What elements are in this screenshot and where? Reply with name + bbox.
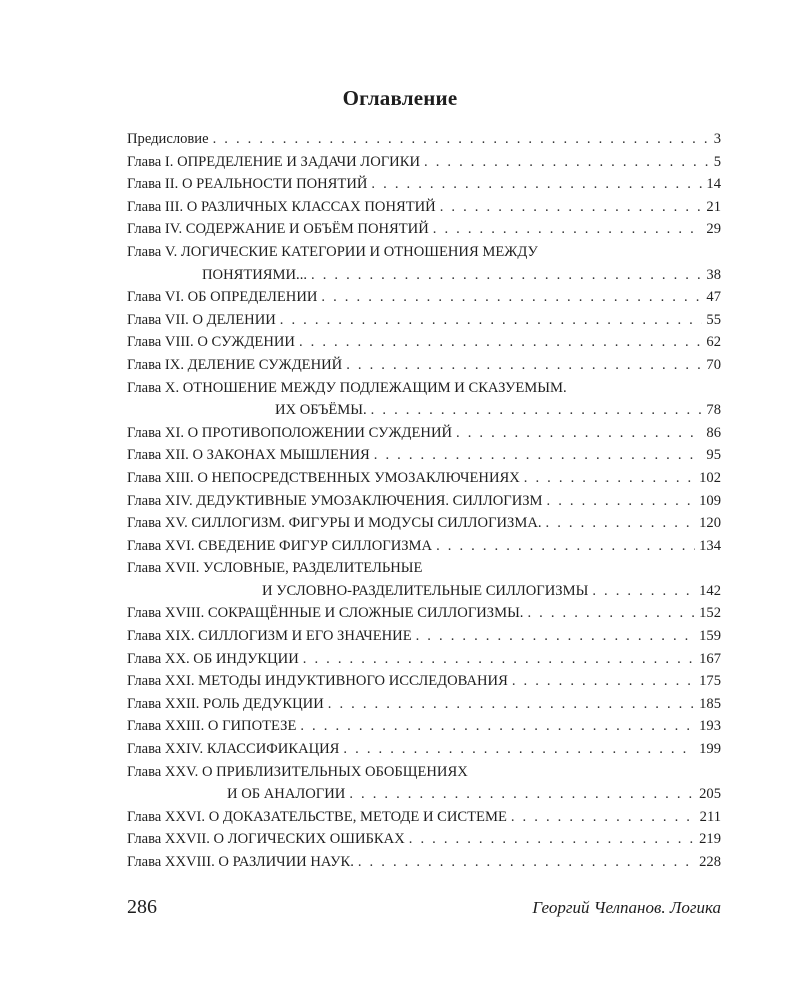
toc-page-number: 159 (699, 628, 721, 645)
toc-page-number: 167 (699, 650, 721, 667)
toc-dot-leader (524, 467, 695, 490)
toc-line (127, 128, 721, 151)
toc-entry-title: Глава XXIV. КЛАССИФИКАЦИЯ (127, 741, 340, 758)
toc-page-number: 29 (706, 221, 721, 238)
toc-entry[interactable] (127, 851, 721, 874)
toc-line (127, 309, 721, 332)
toc-entry-title: Глава II. О РЕАЛЬНОСТИ ПОНЯТИЙ (127, 176, 368, 193)
toc-line (127, 444, 721, 467)
toc-entry-title: Глава XXVII. О ЛОГИЧЕСКИХ ОШИБКАХ (127, 831, 405, 848)
toc-dot-leader (328, 693, 695, 716)
toc-entry[interactable] (127, 309, 721, 332)
toc-entry[interactable] (127, 331, 721, 354)
toc-entry-title: Глава XXVIII. О РАЗЛИЧИИ НАУК. (127, 854, 354, 870)
toc-entry-title: Глава VIII. О СУЖДЕНИИ (127, 334, 295, 351)
toc-entry[interactable] (127, 354, 721, 377)
toc-entry-title: Глава VI. ОБ ОПРЕДЕЛЕНИИ (127, 289, 318, 306)
toc-line (127, 264, 721, 287)
toc-line (127, 241, 721, 264)
toc-entry-title: Глава XII. О ЗАКОНАХ МЫШЛЕНИЯ (127, 447, 370, 464)
toc-line (127, 580, 721, 603)
toc-entry[interactable] (127, 738, 721, 761)
toc-entry[interactable] (127, 670, 721, 693)
toc-page-number: 95 (706, 447, 721, 464)
toc-dot-leader (440, 196, 703, 219)
toc-entry-title: Глава XVIII. СОКРАЩЁННЫЕ И СЛОЖНЫЕ СИЛЛОГИЗМЫ. (127, 605, 524, 622)
toc-entry-title: Глава IX. ДЕЛЕНИЕ СУЖДЕНИЙ (127, 356, 343, 373)
toc-entry[interactable] (127, 557, 721, 602)
toc-page-number: 38 (706, 266, 721, 283)
toc-line (127, 535, 721, 558)
toc-entry-title: ПОНЯТИЯМИ... (202, 266, 307, 283)
toc-line (127, 693, 721, 716)
toc-entry[interactable] (127, 241, 721, 286)
toc-line (127, 354, 721, 377)
toc-dot-leader (358, 851, 695, 874)
toc-dot-leader (300, 715, 695, 738)
toc-line (127, 173, 721, 196)
toc-entry-title: И ОБ АНАЛОГИИ (227, 786, 346, 803)
toc-entry[interactable] (127, 173, 721, 196)
toc-entry[interactable] (127, 422, 721, 445)
toc-entry-title: Глава IV. СОДЕРЖАНИЕ И ОБЪЁМ ПОНЯТИЙ (127, 221, 429, 238)
toc-page-number: 102 (699, 469, 721, 486)
toc-entry[interactable] (127, 151, 721, 174)
toc-line (127, 422, 721, 445)
toc-line (127, 670, 721, 693)
toc-entry-title: Глава XIV. ДЕДУКТИВНЫЕ УМОЗАКЛЮЧЕНИЯ. СИЛЛОГИЗМ (127, 492, 543, 509)
toc-line (127, 151, 721, 174)
toc-entry[interactable] (127, 535, 721, 558)
toc-dot-leader (311, 264, 702, 287)
toc-entry[interactable] (127, 693, 721, 716)
toc-entry[interactable] (127, 625, 721, 648)
toc-entry[interactable] (127, 806, 721, 829)
toc-dot-leader (547, 490, 696, 513)
toc-entry-title: Глава I. ОПРЕДЕЛЕНИЕ И ЗАДАЧИ ЛОГИКИ (127, 153, 420, 170)
toc-page-number: 152 (699, 605, 721, 622)
toc-dot-leader (371, 399, 703, 422)
toc-dot-leader (371, 173, 702, 196)
toc-entry-title: Глава XVII. УСЛОВНЫЕ, РАЗДЕЛИТЕЛЬНЫЕ (127, 560, 423, 577)
toc-page-number: 78 (706, 402, 721, 419)
toc-page-number: 219 (699, 831, 721, 848)
toc-line (127, 218, 721, 241)
toc-entry-title: ИХ ОБЪЁМЫ. (275, 402, 367, 419)
toc-dot-leader (456, 422, 702, 445)
page-number: 286 (127, 896, 157, 918)
toc-entry-title: Глава III. О РАЗЛИЧНЫХ КЛАССАХ ПОНЯТИЙ (127, 198, 436, 215)
toc-page-number: 109 (699, 492, 721, 509)
toc-dot-leader (527, 602, 695, 625)
toc-entry-title: Глава XX. ОБ ИНДУКЦИИ (127, 650, 299, 667)
toc-entry-title: Глава XV. СИЛЛОГИЗМ. ФИГУРЫ И МОДУСЫ СИЛЛОГИЗМА. (127, 515, 542, 532)
toc-line (127, 196, 721, 219)
toc-entry[interactable] (127, 467, 721, 490)
toc-entry-title: Глава XXII. РОЛЬ ДЕДУКЦИИ (127, 695, 324, 712)
toc-dot-leader (346, 354, 702, 377)
toc-dot-leader (511, 806, 696, 829)
toc-entry-title: Глава V. ЛОГИЧЕСКИЕ КАТЕГОРИИ И ОТНОШЕНИЯ МЕЖДУ (127, 243, 538, 260)
toc-entry[interactable] (127, 377, 721, 422)
toc-entry-title: Глава VII. О ДЕЛЕНИИ (127, 311, 276, 328)
toc-page-number: 211 (699, 808, 721, 825)
toc-entry-title: Глава XI. О ПРОТИВОПОЛОЖЕНИИ СУЖДЕНИЙ (127, 424, 453, 441)
toc-dot-leader (433, 218, 703, 241)
toc-page-number: 70 (706, 356, 721, 373)
toc-entry-title: Предисловие (127, 131, 209, 147)
toc-entry[interactable] (127, 218, 721, 241)
toc-entry[interactable] (127, 286, 721, 309)
toc-page-number: 5 (713, 153, 721, 170)
toc-entry[interactable] (127, 715, 721, 738)
toc-page-number: 21 (706, 198, 721, 215)
toc-line (127, 715, 721, 738)
toc-page-number: 193 (699, 718, 721, 735)
toc-entry-title: И УСЛОВНО-РАЗДЕЛИТЕЛЬНЫЕ СИЛЛОГИЗМЫ (262, 582, 589, 599)
toc-page-number: 47 (706, 289, 721, 306)
toc-entry-title: Глава XIX. СИЛЛОГИЗМ И ЕГО ЗНАЧЕНИЕ (127, 628, 412, 645)
toc-entry[interactable] (127, 196, 721, 219)
toc-dot-leader (409, 828, 695, 851)
toc-line (127, 648, 721, 671)
toc-dot-leader (546, 512, 696, 535)
toc-line (127, 557, 721, 580)
toc-line (127, 602, 721, 625)
toc-dot-leader (436, 535, 695, 558)
toc-line (127, 331, 721, 354)
toc-page-number: 134 (699, 537, 721, 554)
toc-line (127, 761, 721, 784)
toc-entry[interactable] (127, 512, 721, 535)
toc-entry-title: Глава XXIII. О ГИПОТЕЗЕ (127, 718, 297, 735)
toc-line (127, 512, 721, 535)
toc-line (127, 286, 721, 309)
toc-dot-leader (374, 444, 703, 467)
toc-entry[interactable] (127, 602, 721, 625)
toc-page-number: 62 (706, 334, 721, 351)
toc-dot-leader (512, 670, 695, 693)
running-title: Георгий Челпанов. Логика (532, 898, 721, 917)
toc-page-number: 205 (699, 786, 721, 803)
toc-dot-leader (213, 128, 710, 151)
toc-page-number: 86 (706, 424, 721, 441)
toc-entry[interactable] (127, 828, 721, 851)
toc-page-number: 14 (706, 176, 721, 193)
toc-line (127, 625, 721, 648)
toc-dot-leader (416, 625, 696, 648)
toc-line (127, 467, 721, 490)
toc-line (127, 806, 721, 829)
toc-entry-title: Глава XXV. О ПРИБЛИЗИТЕЛЬНЫХ ОБОБЩЕНИЯХ (127, 763, 468, 780)
toc-dot-leader (424, 151, 710, 174)
toc-page-number: 3 (713, 131, 721, 147)
toc-dot-leader (321, 286, 702, 309)
toc-page-number: 185 (699, 695, 721, 712)
toc-page-number: 199 (699, 741, 721, 758)
toc-dot-leader (280, 309, 703, 332)
toc-page-number: 120 (699, 515, 721, 532)
toc-entry-title: Глава XXI. МЕТОДЫ ИНДУКТИВНОГО ИССЛЕДОВАНИЯ (127, 673, 508, 690)
toc-line (127, 377, 721, 400)
toc-entry-title: Глава XVI. СВЕДЕНИЕ ФИГУР СИЛЛОГИЗМА (127, 537, 433, 554)
toc-line (127, 851, 721, 874)
toc-line (127, 783, 721, 806)
toc-page-number: 175 (699, 673, 721, 690)
toc-line (127, 828, 721, 851)
toc-entry-title: Глава XIII. О НЕПОСРЕДСТВЕННЫХ УМОЗАКЛЮЧЕНИЯХ (127, 469, 520, 486)
toc-line (127, 399, 721, 422)
toc-line (127, 490, 721, 513)
table-of-contents (127, 128, 721, 874)
toc-dot-leader (592, 580, 695, 603)
toc-entry[interactable] (127, 761, 721, 806)
toc-line (127, 738, 721, 761)
toc-page-number: 55 (706, 311, 721, 328)
toc-page-number: 228 (699, 854, 721, 870)
toc-entry[interactable] (127, 648, 721, 671)
toc-entry[interactable] (127, 490, 721, 513)
page-title: Оглавление (342, 86, 458, 110)
toc-entry-title: Глава XXVI. О ДОКАЗАТЕЛЬСТВЕ, МЕТОДЕ И СИСТЕМЕ (127, 808, 507, 825)
toc-page-number: 142 (699, 582, 721, 599)
toc-entry[interactable] (127, 128, 721, 151)
toc-dot-leader (303, 648, 695, 671)
toc-entry-title: Глава X. ОТНОШЕНИЕ МЕЖДУ ПОДЛЕЖАЩИМ И СКАЗУЕМЫМ. (127, 379, 567, 396)
toc-dot-leader (349, 783, 695, 806)
toc-dot-leader (299, 331, 702, 354)
toc-dot-leader (343, 738, 695, 761)
toc-entry[interactable] (127, 444, 721, 467)
